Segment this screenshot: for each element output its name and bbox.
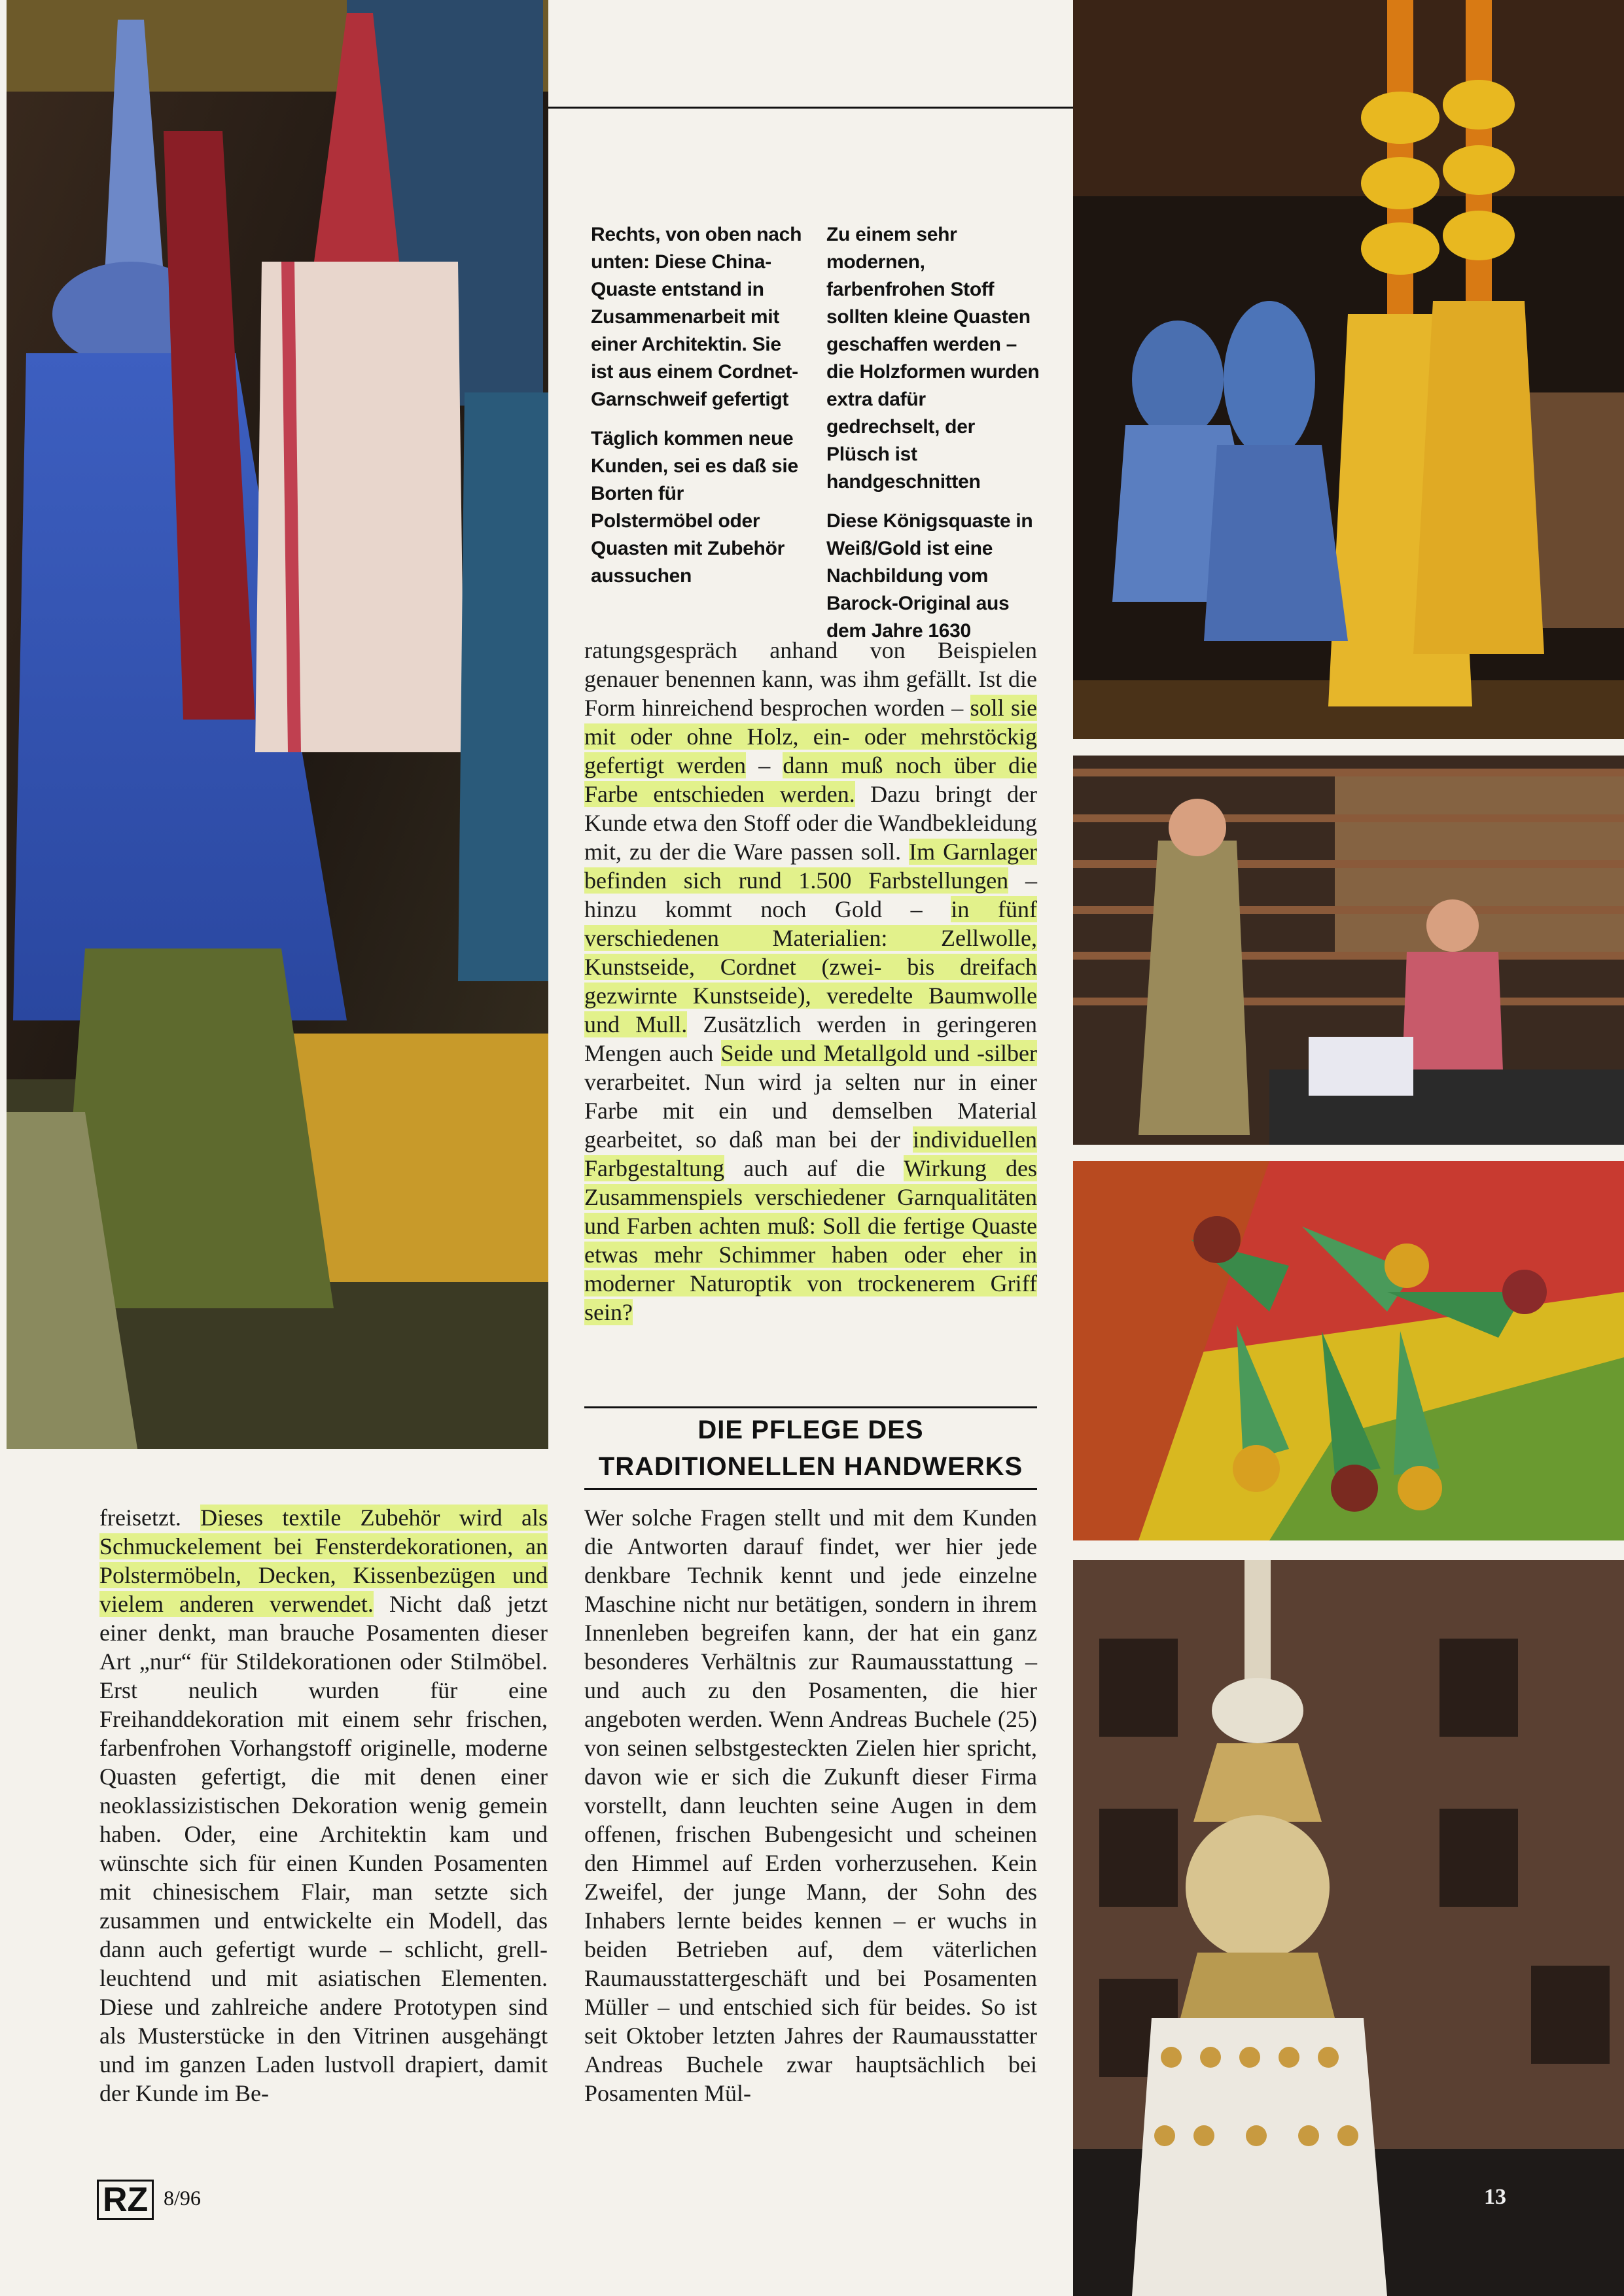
caption-china-quaste: Rechts, von oben nach unten: Diese China-Quaste entstand in Zusammenarbeit mit einer Architektin. Sie ist aus einem Cordnet-Garnschweif gefertigt bbox=[591, 224, 802, 410]
text-span: auch auf die bbox=[724, 1155, 904, 1181]
paragraph-middle-top bbox=[584, 636, 1037, 1327]
yellow-blue-tassels-photo bbox=[1073, 0, 1624, 739]
highlight-span: soll sie mit oder ohne Holz, ein- oder mehrstöckig gefertigt werden bbox=[584, 695, 1037, 778]
caption-moderne-quasten: Zu einem sehr modernen, farbenfrohen Stoff sollten kleine Quasten geschaffen werden – die Holzformen wurden extra dafür gedrechselt, der Plüsch ist handgeschnitten bbox=[826, 224, 1040, 493]
green-tassels-photo bbox=[1073, 1161, 1624, 1540]
article-middle-top bbox=[584, 636, 1037, 1327]
heading-line-2: TRADITIONELLEN HANDWERKS bbox=[598, 1452, 1023, 1481]
text-span: – bbox=[746, 752, 783, 778]
text-span: – hinzu kommt noch Gold – bbox=[584, 867, 1038, 922]
tassel-collection-photo bbox=[7, 0, 548, 1449]
heading-rule-bottom bbox=[584, 1488, 1037, 1490]
issue-number: 8/96 bbox=[164, 2186, 201, 2210]
text-span: Dazu bringt der Kunde etwa den Stoff oder die Wandbekleidung mit, zu der die Ware passen soll. bbox=[584, 781, 1037, 865]
article-middle-bottom bbox=[584, 1503, 1037, 2108]
text-span: Zusätzlich werden in geringeren Mengen auch bbox=[584, 1011, 1037, 1066]
highlight-span: Seide und Metallgold und -silber bbox=[720, 1040, 1037, 1066]
highlight-span: Dieses textile Zubehör wird als Schmuckelement bei Fensterdekorationen, an Polstermöbeln, Decken, Kissenbezügen und vielem anderen verwendet. bbox=[99, 1505, 548, 1617]
text-span: ratungsgespräch anhand von Beispielen genauer benennen kann, was ihm gefällt. Ist die Form hinreichend besprochen worden – bbox=[584, 637, 1037, 721]
heading-line-1: DIE PFLEGE DES bbox=[697, 1416, 924, 1444]
text-span: Nicht daß jetzt einer denkt, man brauche Posamenten dieser Art „nur“ für Stildekorationen oder Stilmöbel. Erst neulich wurden für eine Freihanddekoration mit einem sehr frischen, farbenfrohen Vorhangstoff originelle, moderne Quasten gefertigt, die mit denen einer neoklassizistischen Dekoration wenig gemein haben. Oder, eine Architektin kam und wünschte sich für einen Kunden Posamenten mit chinesischem Flair, man setzte sich zusammen und entwickelte ein Modell, das dann auch gefertigt wurde – schlicht, grell-leuchtend und mit asiatischen Elementen. Diese und zahlreiche andere Prototypen sind als Musterstücke in den Vitrinen ausgehängt und im ganzen Laden lustvoll drapiert, damit der Kunde im Be- bbox=[99, 1591, 548, 2106]
highlight-span: dann muß noch über die Farbe entschieden werden. bbox=[584, 752, 1037, 807]
highlight-span: Wirkung des Zusammenspiels verschiedener Garnqualitäten und Farben achten muß: Soll die fertige Quaste etwas mehr Schimmer haben oder eher in moderner Naturoptik von trockenerem Griff sein? bbox=[584, 1155, 1037, 1325]
top-rule bbox=[548, 107, 1073, 109]
koenigsquaste-photo bbox=[1073, 1560, 1624, 2296]
caption-column-left bbox=[591, 221, 807, 602]
rz-logo: RZ bbox=[97, 2180, 154, 2220]
caption-neue-kunden: Täglich kommen neue Kunden, sei es daß sie Borten für Polstermöbel oder Quasten mit Zubehör aussuchen bbox=[591, 428, 798, 587]
paragraph-middle-bottom: Wer solche Fragen stellt und mit dem Kunden die Antworten darauf findet, wer hier jede denkbare Technik kennt und jede einzelne Maschine nicht nur betätigen, sondern in ihrem Innenleben begreifen kann, der hat ein ganz besonderes Verhältnis zur Raumausstattung – und auch zu den Posamenten, die hier angeboten werden. Wenn Andreas Buchele (25) von seinen selbstgesteckten Zielen hier spricht, davon wie er sich die Zukunft dieser Firma vorstellt, dann leuchten seine Augen in dem offenen, frischen Bubengesicht und scheinen den Himmel auf Erden vorherzusehen. Kein Zweifel, der junge Mann, der Sohn des Inhabers lernte beides kennen – er wuchs in beiden Betrieben auf, dem väterlichen Raumausstattergeschäft und bei Posamenten Müller – und entschied sich für beides. So ist seit Oktober letzten Jahres der Raumausstatter Andreas Buchele zwar hauptsächlich bei Posamenten Mül- bbox=[584, 1505, 1037, 2106]
highlight-span: individuellen Farbgestaltung bbox=[584, 1126, 1037, 1181]
highlight-span: in fünf verschiedenen Materialien: Zellwolle, Kunstseide, Cordnet (zwei- bis dreifach gezwirnte Kunstseide), veredelte Baumwolle und Mull. bbox=[584, 896, 1037, 1037]
text-span: freisetzt. bbox=[99, 1505, 201, 1531]
caption-koenigsquaste: Diese Königsquaste in Weiß/Gold ist eine Nachbildung vom Barock-Original aus dem Jahre 1630 bbox=[826, 510, 1033, 642]
paragraph-left-bottom bbox=[99, 1503, 548, 2108]
caption-column-right bbox=[826, 221, 1042, 657]
section-heading bbox=[584, 1412, 1037, 1485]
heading-rule-top bbox=[584, 1406, 1037, 1408]
highlight-span: Im Garnlager befinden sich rund 1.500 Farbstellungen bbox=[584, 839, 1037, 894]
garn-lager-photo bbox=[1073, 756, 1624, 1145]
page-number: 13 bbox=[1484, 2185, 1506, 2209]
article-left-bottom bbox=[99, 1503, 548, 2108]
text-span: verarbeitet. Nun wird ja selten nur in einer Farbe mit ein und demselben Material gearbeitet, so daß man bei der bbox=[584, 1069, 1037, 1153]
